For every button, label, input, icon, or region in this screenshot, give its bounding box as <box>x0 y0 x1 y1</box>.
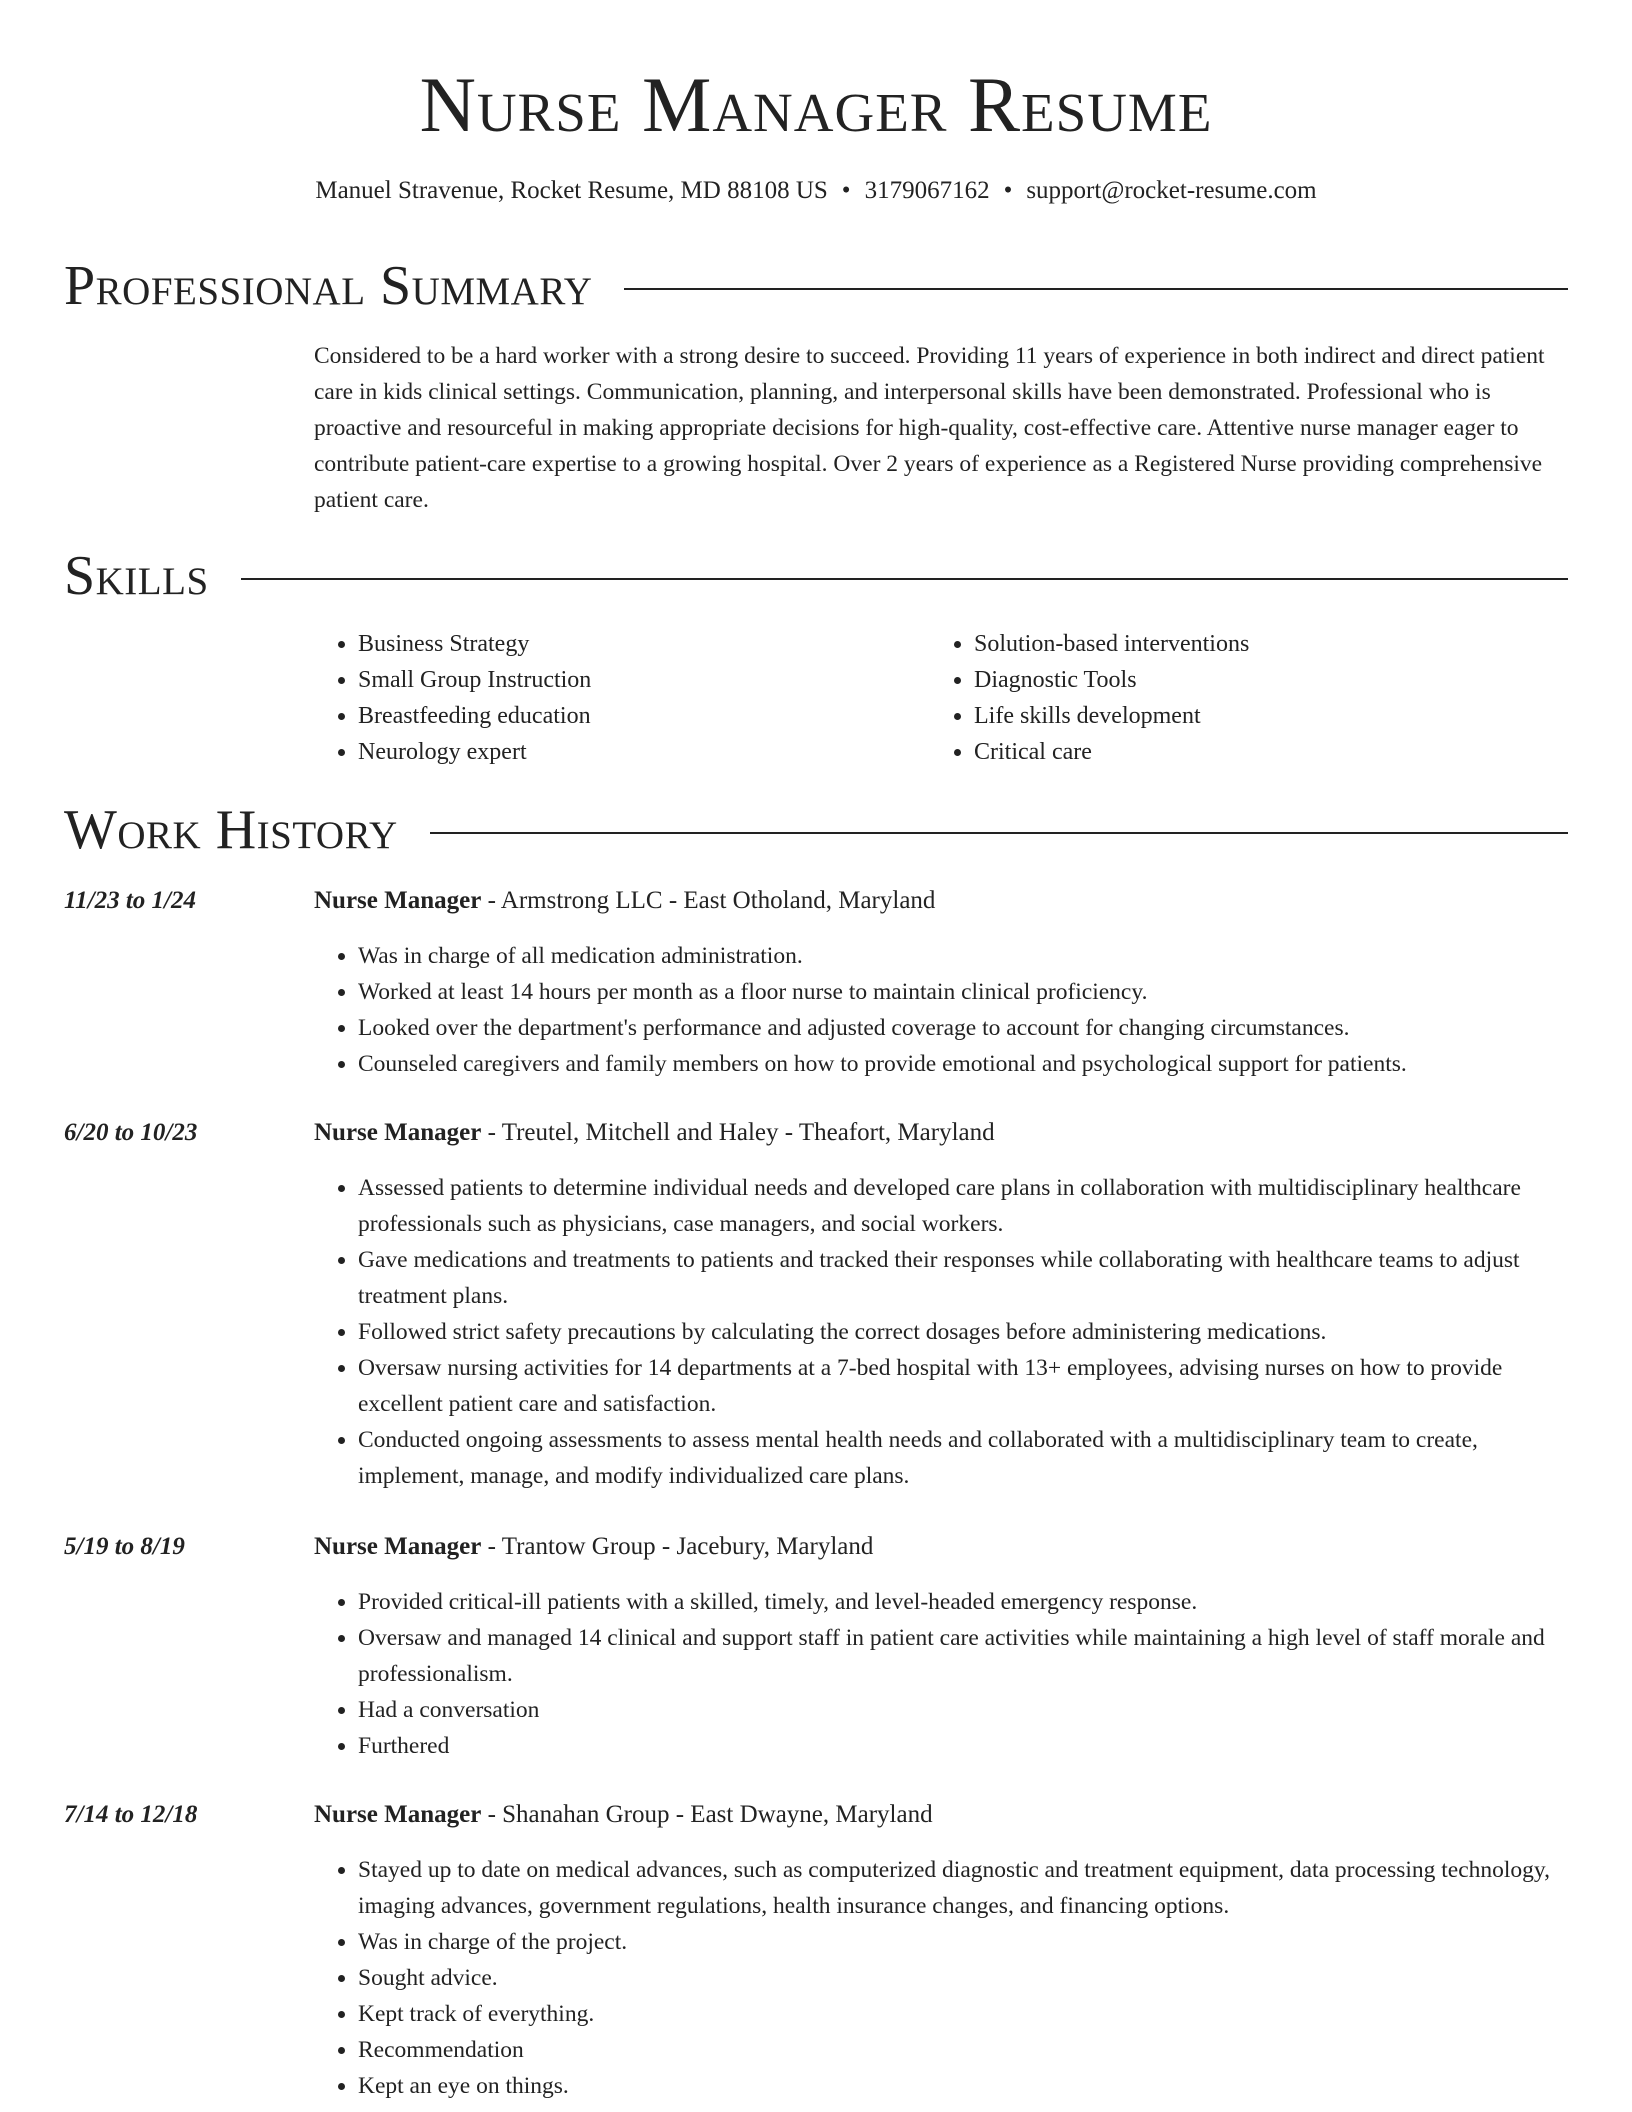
job-role: Nurse Manager <box>314 1533 482 1560</box>
contact-separator: • <box>841 177 851 204</box>
summary-section-header <box>64 254 1568 318</box>
job-role: Nurse Manager <box>314 1801 482 1828</box>
section-divider <box>624 288 1568 290</box>
job-employer: - Trantow Group - Jacebury, Maryland <box>481 1533 874 1560</box>
skill-item: • Business Strategy <box>358 626 930 662</box>
job-bullets <box>314 1852 1568 2104</box>
job-bullet: • Counseled caregivers and family members on how to provide emotional and psychological support for patients. <box>358 1046 1568 1082</box>
skills-column-right <box>930 626 1546 770</box>
skill-item: • Breastfeeding education <box>358 698 930 734</box>
section-divider <box>241 578 1568 580</box>
contact-separator: • <box>1003 177 1013 204</box>
skill-item: • Solution-based interventions <box>974 626 1546 662</box>
work-section-header <box>64 798 1568 862</box>
skills-list <box>314 626 1570 770</box>
skill-item: • Life skills development <box>974 698 1546 734</box>
skills-section-header <box>64 544 1568 608</box>
job-bullets <box>314 1584 1568 1764</box>
job-bullet: • Was in charge of all medication administration. <box>358 938 1568 974</box>
job-bullet: • Gave medications and treatments to patients and tracked their responses while collaborating with healthcare teams to adjust treatment plans. <box>358 1242 1568 1314</box>
skill-item: • Neurology expert <box>358 734 930 770</box>
job-bullet: • Had a conversation <box>358 1692 1568 1728</box>
contact-line <box>64 174 1568 208</box>
job-role: Nurse Manager <box>314 1119 482 1146</box>
job-bullet: • Followed strict safety precautions by calculating the correct dosages before administering medications. <box>358 1314 1568 1350</box>
job-headline <box>314 1798 1568 1832</box>
job-bullets <box>314 938 1568 1082</box>
page-title: Nurse Manager Resume <box>419 61 1213 148</box>
skills-column-left <box>314 626 930 770</box>
contact-email[interactable]: support@rocket-resume.com <box>1026 177 1317 204</box>
job-bullet: • Provided critical-ill patients with a skilled, timely, and level-headed emergency response. <box>358 1584 1568 1620</box>
job-bullet: • Assessed patients to determine individual needs and developed care plans in collaboration with multidisciplinary healthcare professionals such as physicians, case managers, and social workers. <box>358 1170 1568 1242</box>
job-dates: 5/19 to 8/19 <box>64 1533 185 1560</box>
skills-heading: Skills <box>64 545 209 607</box>
job-headline <box>314 1530 1568 1564</box>
job-employer: - Treutel, Mitchell and Haley - Theafort, Maryland <box>481 1119 995 1146</box>
job-dates: 6/20 to 10/23 <box>64 1119 198 1146</box>
job-employer: - Armstrong LLC - East Otholand, Maryland <box>481 887 936 914</box>
work-heading: Work History <box>64 799 398 861</box>
job-dates: 7/14 to 12/18 <box>64 1801 198 1828</box>
job-bullet: • Oversaw nursing activities for 14 departments at a 7-bed hospital with 13+ employees, advising nurses on how to provide excellent patient care and satisfaction. <box>358 1350 1568 1422</box>
job-dates: 11/23 to 1/24 <box>64 887 196 914</box>
skill-item: • Small Group Instruction <box>358 662 930 698</box>
job-bullet: • Kept an eye on things. <box>358 2068 1568 2104</box>
job-bullets <box>314 1170 1568 1494</box>
skill-item: • Critical care <box>974 734 1546 770</box>
job-headline <box>314 1116 1568 1150</box>
job-role: Nurse Manager <box>314 887 482 914</box>
job-bullet: • Was in charge of the project. <box>358 1924 1568 1960</box>
job-bullet: • Looked over the department's performance and adjusted coverage to account for changing circumstances. <box>358 1010 1568 1046</box>
job-bullet: • Stayed up to date on medical advances, such as computerized diagnostic and treatment equipment, data processing technology, imaging advances, government regulations, health insurance changes, and financing options. <box>358 1852 1568 1924</box>
job-bullet: • Recommendation <box>358 2032 1568 2068</box>
contact-address: Manuel Stravenue, Rocket Resume, MD 88108 US <box>315 177 828 204</box>
job-bullet: • Worked at least 14 hours per month as a floor nurse to maintain clinical proficiency. <box>358 974 1568 1010</box>
job-bullet: • Sought advice. <box>358 1960 1568 1996</box>
skill-item: • Diagnostic Tools <box>974 662 1546 698</box>
job-employer: - Shanahan Group - East Dwayne, Maryland <box>481 1801 933 1828</box>
job-bullet: • Conducted ongoing assessments to assess mental health needs and collaborated with a multidisciplinary team to create, implement, manage, and modify individualized care plans. <box>358 1422 1568 1494</box>
job-bullet: • Furthered <box>358 1728 1568 1764</box>
summary-text: Considered to be a hard worker with a strong desire to succeed. Providing 11 years of experience in both indirect and direct patient care in kids clinical settings. Communication, planning, and interpersonal skills have been demonstrated. Professional who is proactive and resourceful in making appropriate decisions for high-quality, cost-effective care. Attentive nurse manager eager to contribute patient-care expertise to a growing hospital. Over 2 years of experience as a Registered Nurse providing comprehensive patient care. <box>314 343 1545 513</box>
section-divider <box>430 832 1568 834</box>
job-bullet: • Oversaw and managed 14 clinical and support staff in patient care activities while maintaining a high level of staff morale and professionalism. <box>358 1620 1568 1692</box>
contact-phone: 3179067162 <box>864 177 990 204</box>
job-headline <box>314 884 1568 918</box>
job-bullet: • Kept track of everything. <box>358 1996 1568 2032</box>
summary-heading: Professional Summary <box>64 255 593 317</box>
